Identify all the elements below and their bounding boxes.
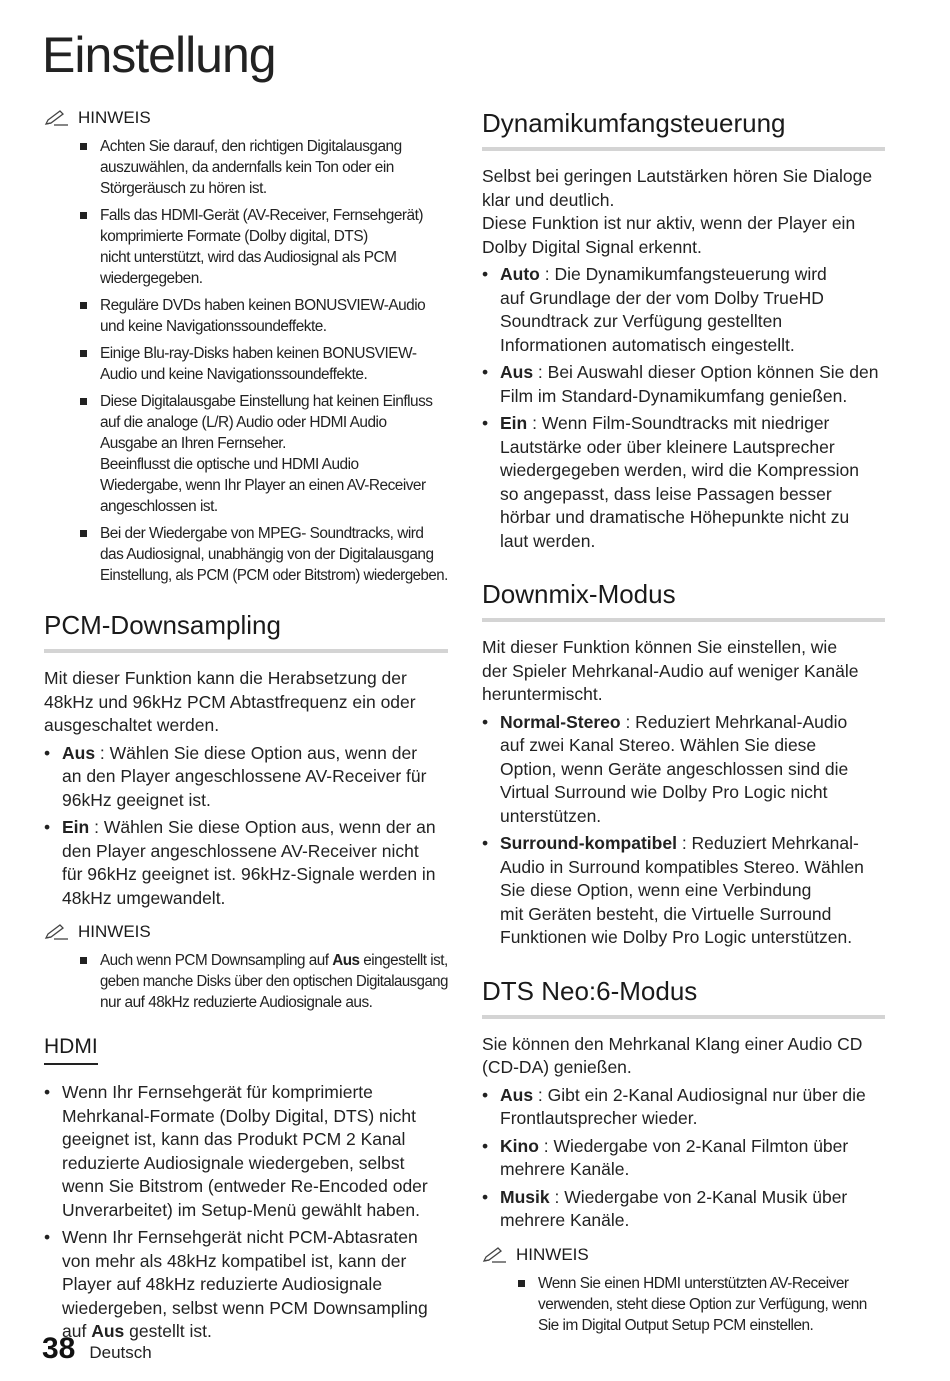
pcm-section (44, 610, 448, 910)
square-bullet-icon (80, 398, 87, 405)
downmix-section (482, 579, 885, 950)
note-list (44, 136, 448, 586)
bullet-icon: • (44, 817, 51, 837)
note-heading (44, 922, 448, 942)
square-bullet-icon (80, 530, 87, 537)
left-column (44, 108, 448, 1348)
page-number: 38 (42, 1332, 76, 1365)
square-bullet-icon (518, 1280, 525, 1287)
note-box (482, 1245, 885, 1336)
option-item: • Kino : Wiedergabe von 2-Kanal Filmton über mehrere Kanäle. (482, 1135, 849, 1179)
option-list (44, 742, 448, 911)
bullet-icon: • (482, 362, 489, 382)
section-title: DTS Neo:6-Modus (482, 976, 885, 1019)
note-item: Auch wenn PCM Downsampling auf Aus eingestellt ist, geben manche Disks über den optischen Digitalausgang nur auf 48kHz reduzierte Audiosignale aus. (80, 950, 448, 1013)
note-label: HINWEIS (78, 922, 151, 941)
section-intro: Selbst bei geringen Lautstärken hören Sie Dialoge klar und deutlich. Diese Funktion ist nur aktiv, wenn der Player ein Dolby Digital Signal erkennt. (482, 166, 873, 257)
hdmi-section (44, 1035, 448, 1344)
square-bullet-icon (80, 143, 87, 150)
square-bullet-icon (80, 957, 87, 964)
option-item: • Ein : Wenn Film-Soundtracks mit niedriger Lautstärke oder über kleinere Lautsprecher wiedergegeben werden, wird die Kompression so angepasst, dass leise Passagen besser hörbar und dramatische Höhepunkte nicht zu laut werden. (482, 413, 859, 551)
pencil-icon (44, 923, 70, 941)
page-language: Deutsch (89, 1343, 152, 1362)
note-item: Falls das HDMI-Gerät (AV-Receiver, Fernsehgerät) komprimierte Formate (Dolby digital, DTS) nicht unterstützt, wird das Audiosignal als PCM wiedergegeben. (80, 205, 448, 289)
note-item: Bei der Wiedergabe von MPEG- Soundtracks, wird das Audiosignal, unabhängig von der Digitalausgang Einstellung, als PCM (PCM oder Bitstrom) wiedergeben. (80, 523, 448, 586)
square-bullet-icon (80, 212, 87, 219)
section-intro: Mit dieser Funktion können Sie einstellen, wie der Spieler Mehrkanal-Audio auf weniger Kanäle heruntermischt. (482, 637, 859, 704)
bullet-icon: • (44, 1082, 51, 1102)
pencil-icon (482, 1246, 508, 1264)
note-item: Diese Digitalausgabe Einstellung hat keinen Einfluss auf die analoge (L/R) Audio oder HDMI Audio Ausgabe an Ihren Fernseher. Beeinflusst die optische und HDMI Audio Wiedergabe, wenn Ihr Player an einen AV-Receiver angeschlossen ist. (80, 391, 448, 517)
option-list (482, 263, 885, 553)
note-list (482, 1273, 885, 1336)
dyn-section (482, 108, 885, 553)
option-item: • Normal-Stereo : Reduziert Mehrkanal-Audio auf zwei Kanal Stereo. Wählen Sie diese Option, wenn Geräte angeschlossen sind die Virtual Surround wie Dolby Pro Logic nicht unterstützen. (482, 711, 849, 826)
note-box (44, 922, 448, 1013)
bullet-icon: • (482, 413, 489, 433)
section-title: Downmix-Modus (482, 579, 885, 622)
bullet-icon: • (44, 742, 51, 763)
option-item: • Surround-kompatibel : Reduziert Mehrkanal- Audio in Surround kompatibles Stereo. Wählen Sie diese Option, wenn eine Verbindung mit Geräten besteht, die Virtuelle Surround Funktionen wie Dolby Pro Logic unterstützen. (482, 833, 864, 947)
note-list (44, 950, 448, 1013)
hdmi-item: • Wenn Ihr Fernsehgerät nicht PCM-Abtasraten von mehr als 48kHz kompatibel ist, kann der Player auf 48kHz reduzierte Audiosignale wiedergeben, selbst wenn PCM Downsampling auf Aus gestellt ist. (44, 1227, 428, 1341)
right-column (482, 108, 885, 1342)
note-label: HINWEIS (78, 108, 151, 127)
option-item: • Musik : Wiedergabe von 2-Kanal Musik über mehrere Kanäle. (482, 1186, 848, 1230)
pencil-icon (44, 109, 70, 127)
note-box (44, 108, 448, 586)
note-label: HINWEIS (516, 1244, 589, 1264)
hdmi-list (44, 1081, 448, 1344)
option-item: • Ein : Wählen Sie diese Option aus, wenn der an den Player angeschlossene AV-Receiver nicht für 96kHz geeignet ist. 96kHz-Signale werden in 48kHz umgewandelt. (44, 817, 436, 908)
option-list (482, 711, 885, 950)
bullet-icon: • (482, 1084, 489, 1105)
square-bullet-icon (80, 302, 87, 309)
note-item: Reguläre DVDs haben keinen BONUSVIEW-Audio und keine Navigationssoundeffekte. (80, 295, 448, 337)
section-intro: Mit dieser Funktion kann die Herabsetzung der 48kHz und 96kHz PCM Abtastfrequenz ein oder ausgeschaltet werden. (44, 668, 416, 735)
option-item: • Aus : Wählen Sie diese Option aus, wenn der an den Player angeschlossene AV-Receiver für 96kHz geeignet ist. (44, 742, 427, 810)
note-item: Achten Sie darauf, den richtigen Digitalausgang auszuwählen, da andernfalls kein Ton oder ein Störgeräusch zu hören ist. (80, 136, 448, 199)
section-subtitle: HDMI (44, 1035, 98, 1065)
section-intro: Sie können den Mehrkanal Klang einer Audio CD (CD-DA) genießen. (482, 1033, 863, 1077)
page-footer (42, 1332, 152, 1366)
section-title: Dynamikumfangsteuerung (482, 108, 885, 151)
section-title: PCM-Downsampling (44, 610, 448, 653)
dts-section (482, 976, 885, 1233)
bullet-icon: • (482, 1135, 489, 1156)
note-item: Wenn Sie einen HDMI unterstützten AV-Receiver verwenden, steht diese Option zur Verfügung, wenn Sie im Digital Output Setup PCM einstellen. (518, 1273, 885, 1336)
hdmi-item: • Wenn Ihr Fernsehgerät für komprimierte Mehrkanal-Formate (Dolby Digital, DTS) nicht geeignet ist, kann das Produkt PCM 2 Kanal reduzierte Audiosignale wiedergeben, selbst wenn Sie Bitstrom (entweder Re-Encoded oder Unverarbeitet) im Setup-Menü gewählt haben. (44, 1082, 428, 1220)
bullet-icon: • (482, 264, 489, 284)
note-heading (44, 108, 448, 128)
bullet-icon: • (44, 1227, 51, 1247)
note-item: Einige Blu-ray-Disks haben keinen BONUSVIEW- Audio und keine Navigationssoundeffekte. (80, 343, 448, 385)
option-item: • Aus : Bei Auswahl dieser Option können Sie den Film im Standard-Dynamikumfang genießen. (482, 362, 879, 406)
bullet-icon: • (482, 833, 489, 853)
square-bullet-icon (80, 350, 87, 357)
option-item: • Auto : Die Dynamikumfangsteuerung wird auf Grundlage der der vom Dolby TrueHD Soundtrack zur Verfügung gestellten Informationen automatisch eingestellt. (482, 264, 827, 355)
page-title: Einstellung (42, 27, 276, 83)
bullet-icon: • (482, 711, 489, 732)
option-item: • Aus : Gibt ein 2-Kanal Audiosignal nur über die Frontlautsprecher wieder. (482, 1084, 866, 1128)
note-heading (482, 1245, 885, 1265)
option-list (482, 1084, 885, 1233)
bullet-icon: • (482, 1186, 489, 1207)
